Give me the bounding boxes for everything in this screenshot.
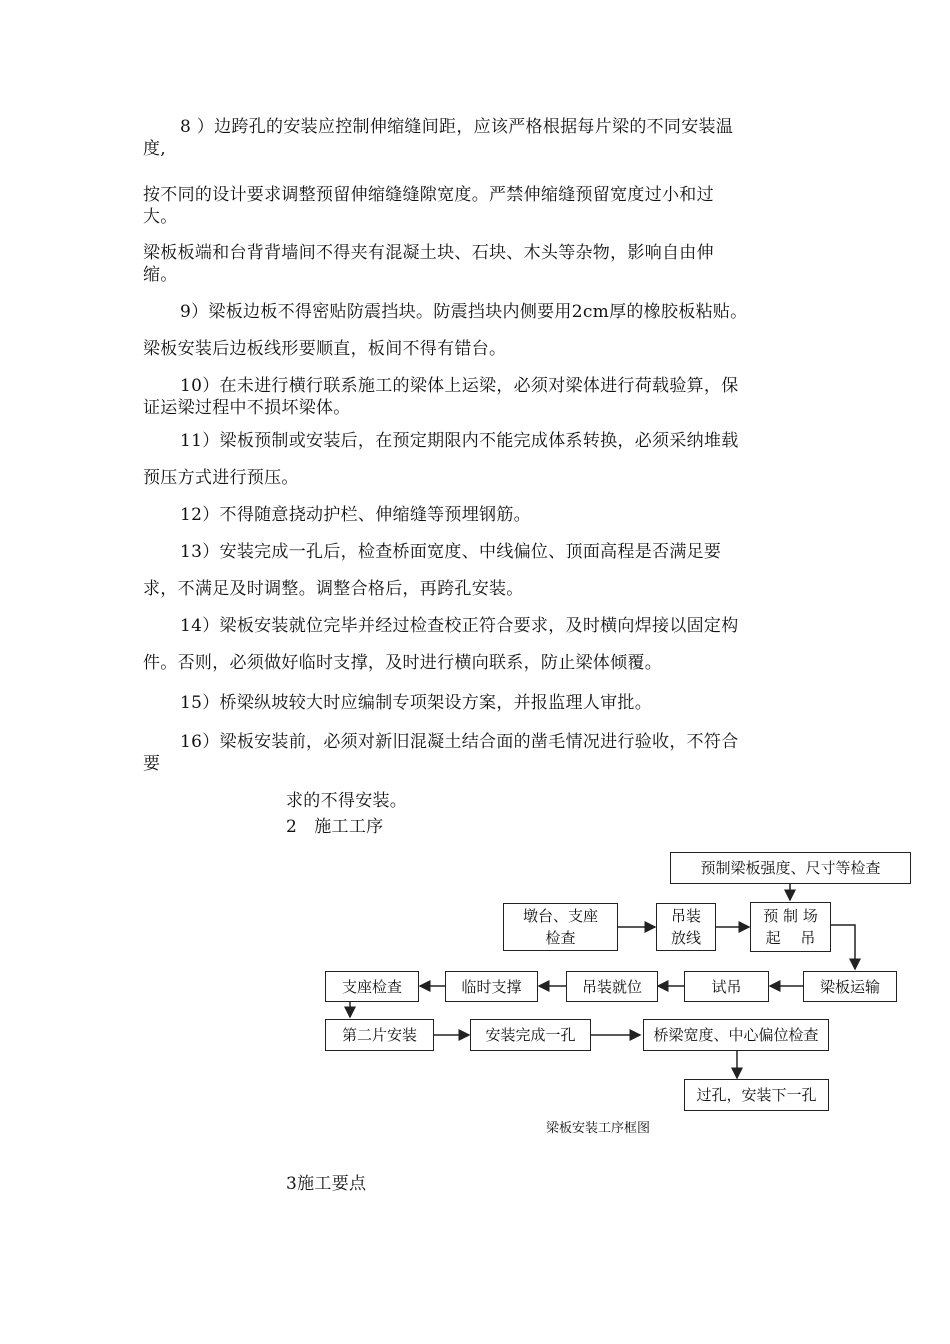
para-8-line-2: 度, xyxy=(143,139,167,159)
para-16-line-1: 16）梁板安装前，必须对新旧混凝土结合面的凿毛情况进行验收，不符合 xyxy=(180,732,739,752)
para-8-line-1: 8 ）边跨孔的安装应控制伸缩缝间距，应该严格根据每片梁的不同安装温 xyxy=(180,117,734,137)
para-9-line-1: 9）梁板边板不得密贴防震挡块。防震挡块内侧要用2cm厚的橡胶板粘贴。 xyxy=(180,302,748,322)
para-13-line-1: 13）安装完成一孔后，检查桥面宽度、中线偏位、顶面高程是否满足要 xyxy=(180,542,722,562)
box-span-complete: 安装完成一孔 xyxy=(470,1019,591,1051)
box-precast-inspection: 预制梁板强度、尺寸等检查 xyxy=(670,852,911,884)
para-13-line-2: 求，不满足及时调整。调整合格后，再跨孔安装。 xyxy=(143,579,524,599)
box-pier-line-1: 墩台、支座 xyxy=(522,907,598,925)
box-layout-line-2: 放线 xyxy=(670,929,701,947)
box-yard-lifting xyxy=(750,902,831,952)
para-8-line-5: 梁板板端和台背背墙间不得夹有混凝土块、石块、木头等杂物，影响自由伸 xyxy=(143,243,714,263)
arrow-yard-to-transport xyxy=(831,925,855,969)
box-trial-lift: 试吊 xyxy=(684,971,769,1002)
box-temporary-support: 临时支撑 xyxy=(445,971,538,1002)
para-8-line-4: 大。 xyxy=(143,207,178,227)
section-2-number: 2 xyxy=(286,817,298,837)
para-16-line-3: 求的不得安装。 xyxy=(286,791,408,811)
para-12-line-1: 12）不得随意挠动护栏、伸缩缝等预埋钢筋。 xyxy=(180,505,531,525)
box-hoist-in-place: 吊装就位 xyxy=(566,971,658,1002)
para-15-line-1: 15）桥梁纵坡较大时应编制专项架设方案，并报监理人审批。 xyxy=(180,693,653,713)
para-10-line-1: 10）在未进行横行联系施工的梁体上运梁，必须对梁体进行荷载验算，保 xyxy=(180,376,739,396)
box-second-beam-install: 第二片安装 xyxy=(325,1019,434,1051)
flowchart-caption: 梁板安装工序框图 xyxy=(546,1121,651,1136)
box-layout-line-1: 吊装 xyxy=(670,907,701,925)
box-bearing-check: 支座检查 xyxy=(325,971,419,1002)
para-16-line-2: 要 xyxy=(143,754,161,774)
box-pier-line-2: 检查 xyxy=(545,929,576,947)
box-hoist-layout xyxy=(656,903,716,951)
para-9-line-2: 梁板安装后边板线形要顺直，板间不得有错台。 xyxy=(143,339,507,359)
para-8-line-3: 按不同的设计要求调整预留伸缩缝缝隙宽度。严禁伸缩缝预留宽度过小和过 xyxy=(143,185,714,205)
para-14-line-2: 件。否则，必须做好临时支撑，及时进行横向联系，防止梁体倾覆。 xyxy=(143,653,662,673)
para-11-line-1: 11）梁板预制或安装后，在预定期限内不能完成体系转换，必须采纳堆载 xyxy=(180,431,739,451)
para-14-line-1: 14）梁板安装就位完毕并经过检查校正符合要求，及时横向焊接以固定构 xyxy=(180,616,739,636)
para-11-line-2: 预压方式进行预压。 xyxy=(143,468,299,488)
section-2-title: 施工工序 xyxy=(314,817,384,837)
para-8-line-6: 缩。 xyxy=(143,265,178,285)
box-width-offset-check: 桥梁宽度、中心偏位检查 xyxy=(643,1019,829,1051)
para-10-line-2: 证运梁过程中不损坏梁体。 xyxy=(143,398,351,418)
box-yard-line-1: 预 制 场 xyxy=(763,907,818,925)
box-yard-line-2: 起 吊 xyxy=(765,929,816,947)
box-next-span: 过孔，安装下一孔 xyxy=(684,1079,829,1111)
box-pier-bearing-check xyxy=(503,903,618,951)
section-3-heading: 3施工要点 xyxy=(286,1174,367,1194)
box-beam-transport: 梁板运输 xyxy=(803,971,897,1002)
